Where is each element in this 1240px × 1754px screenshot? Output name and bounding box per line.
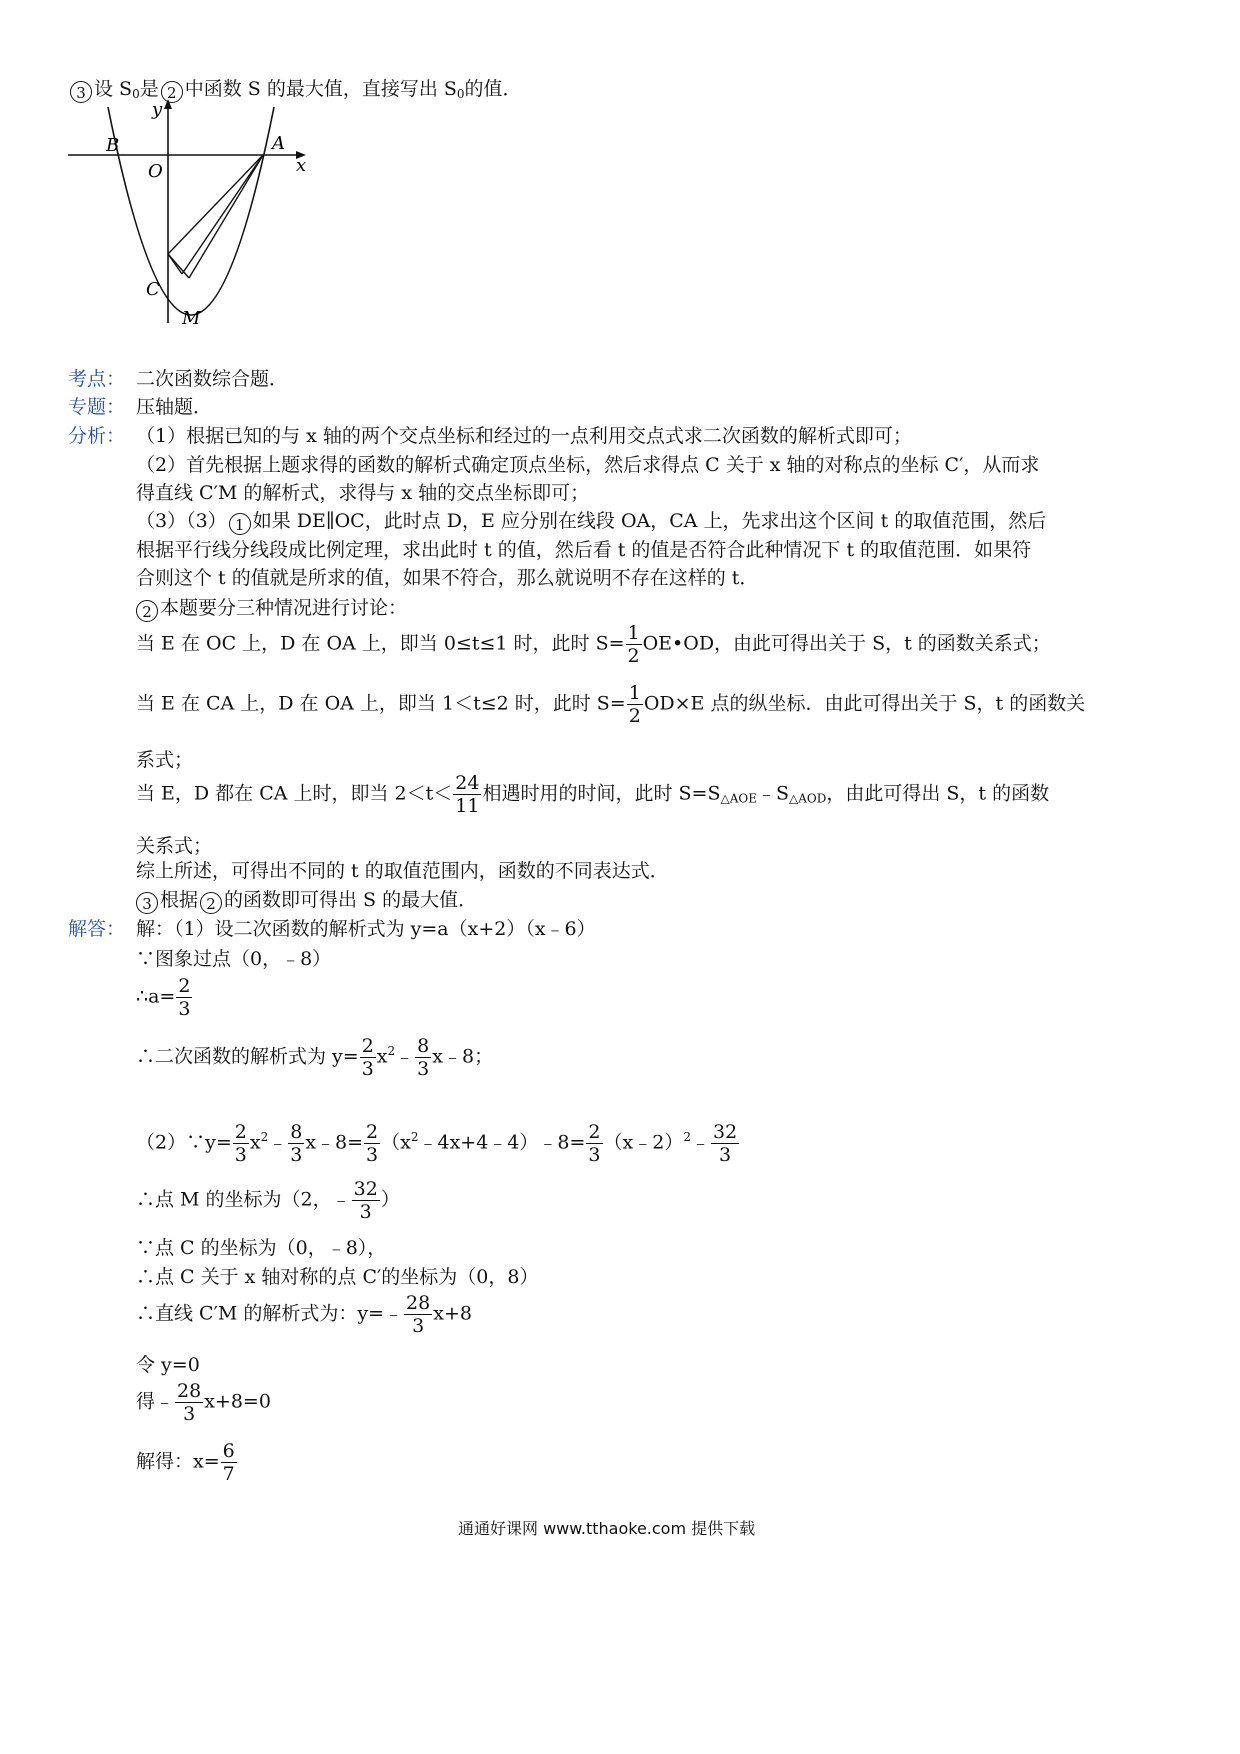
fenxi-line: 当 E 在 OC 上，D 在 OA 上，即当 0≤t≤1 时，此时 S= $\frac{1}{2}$ OE•OD，由此可得出关于 S，t 的函数关系式； xyxy=(136,622,1051,667)
fenxi-line: 关系式； xyxy=(136,835,213,857)
circled-number: 2 xyxy=(136,600,158,622)
footer-text: 通通好课网 www.tthaoke.com 提供下载 xyxy=(458,1519,756,1538)
fraction: $\frac{2}{3}$ xyxy=(361,1035,374,1080)
line-CP xyxy=(168,254,182,274)
jieda-line: 解得：x= $\frac{6}{7}$ xyxy=(136,1440,235,1485)
zhuanti-text: 压轴题． xyxy=(136,396,213,418)
fenxi-line: 当 E，D 都在 CA 上时，即当 2＜t＜ $\frac{24}{11}$ 相遇时用的时间，此时 $S=S_{\triangle AOE}﹣S_{\triangle AOD}$，由此可得出 S，t 的函数 xyxy=(136,772,1050,817)
fraction: $\frac{28}{3}$ xyxy=(406,1292,431,1337)
fenxi-line: 3 根据 2 的函数即可得出 S 的最大值． xyxy=(134,885,477,914)
fraction: $\frac{32}{3}$ xyxy=(712,1121,738,1166)
fenxi-line: 合则这个 t 的值就是所求的值，如果不符合，那么就说明不存在这样的 t． xyxy=(136,567,759,589)
fenxi-line: 综上所述，可得出不同的 t 的取值范围内，函数的不同表达式． xyxy=(136,860,669,882)
label-A: A xyxy=(272,133,285,154)
jieda-line: ∴点 C 关于 x 轴对称的点 C′的坐标为（0，8） xyxy=(136,1266,539,1288)
fenxi-line: 根据平行线分线段成比例定理，求出此时 t 的值，然后看 t 的值是否符合此种情况下 t 的取值范围．如果符 xyxy=(136,539,1032,561)
zhuanti-label: 专题： xyxy=(68,396,126,418)
fenxi-label: 分析： xyxy=(68,425,126,447)
label-M: M xyxy=(182,308,201,329)
label-B: B xyxy=(106,135,120,156)
circled-number: 2 xyxy=(200,892,222,914)
jieda-line: （2）∵y= $\frac{2}{3}$ $x^2﹣$ $\frac{8}{3}$ x﹣8= $\frac{2}{3}$ $(x^2﹣4x+4﹣4)﹣8=$ $\frac{2}{3}$ （x﹣2）$^2$﹣ $\frac{32}{3}$ xyxy=(136,1121,738,1166)
fraction: $\frac{1}{2}$ xyxy=(627,622,640,667)
label-y: y xyxy=(152,99,163,120)
label-O: O xyxy=(148,161,163,182)
jieda-line: ∴二次函数的解析式为 y= $\frac{2}{3}$ $x^2﹣$ $\frac{8}{3}$ x﹣8； xyxy=(136,1035,494,1080)
kaodian-text: 二次函数综合题． xyxy=(136,368,289,390)
fraction: $\frac{8}{3}$ xyxy=(290,1121,303,1166)
fraction: $\frac{28}{3}$ xyxy=(177,1380,202,1425)
fenxi-line: （2）首先根据上题求得的函数的解析式确定顶点坐标，然后求得点 C 关于 x 轴的对称点的坐标 C′，从而求 xyxy=(136,454,1040,476)
jieda-line: ∴a= $\frac{2}{3}$ xyxy=(136,975,191,1020)
fenxi-line: 得直线 C′M 的解析式，求得与 x 轴的交点坐标即可； xyxy=(136,482,590,504)
circled-number: 3 xyxy=(136,892,158,914)
fraction: $\frac{1}{2}$ xyxy=(628,682,641,727)
fraction: $\frac{24}{11}$ xyxy=(455,772,480,817)
fenxi-line: 2 本题要分三种情况进行讨论： xyxy=(134,593,407,622)
circled-number: 2 xyxy=(161,81,183,103)
kaodian-label: 考点： xyxy=(68,368,126,390)
circled-number: 1 xyxy=(229,513,251,535)
line-AC xyxy=(168,155,263,254)
fraction: $\frac{32}{3}$ xyxy=(353,1178,378,1223)
fenxi-line: 系式； xyxy=(136,749,194,771)
fenxi-line: 当 E 在 CA 上，D 在 OA 上，即当 1＜t≤2 时，此时 S= $\frac{1}{2}$ OD×E 点的纵坐标．由此可得出关于 S，t 的函数关 xyxy=(136,682,1086,727)
circled-number: 3 xyxy=(70,81,92,103)
fraction: $\frac{8}{3}$ xyxy=(417,1035,430,1080)
fraction: $\frac{2}{3}$ xyxy=(588,1121,601,1166)
jieda-line: ∴点 M 的坐标为（2，﹣ $\frac{32}{3}$ ） xyxy=(136,1178,400,1223)
fraction: $\frac{2}{3}$ xyxy=(178,975,191,1020)
fenxi-line: （1）根据已知的与 x 轴的两个交点坐标和经过的一点利用交点式求二次函数的解析式即可； xyxy=(136,425,912,447)
fenxi-line: （3）（3） 1 如果 DE∥OC，此时点 D，E 应分别在线段 OA，CA 上，先求出这个区间 t 的取值范围，然后 xyxy=(136,510,1047,534)
jieda-line: ∴直线 C′M 的解析式为：y=﹣ $\frac{28}{3}$ x+8 xyxy=(136,1292,472,1337)
label-x: x xyxy=(296,155,307,176)
fraction: $\frac{6}{7}$ xyxy=(222,1440,235,1485)
parabola-graph xyxy=(60,95,320,335)
question-3-line: 3 设 $S_0$是 2 中函数 S 的最大值，直接写出 $S_0$的值． xyxy=(68,74,522,103)
jieda-line: ∵点 C 的坐标为（0，﹣8）， xyxy=(136,1237,387,1259)
parabola-curve xyxy=(108,107,274,315)
fraction: $\frac{2}{3}$ xyxy=(234,1121,247,1166)
line-AP xyxy=(182,155,263,274)
line-AM xyxy=(189,155,263,278)
y-axis-arrow xyxy=(164,99,172,109)
jieda-line: 解：（1）设二次函数的解析式为 y=a（x+2）（x﹣6） xyxy=(136,918,596,940)
jieda-line: 令 y=0 xyxy=(136,1354,200,1376)
jieda-line: 得﹣ $\frac{28}{3}$ x+8=0 xyxy=(136,1380,271,1425)
fraction: $\frac{2}{3}$ xyxy=(366,1121,379,1166)
jieda-line: ∵图象过点（0，﹣8） xyxy=(136,948,332,970)
label-C: C xyxy=(146,279,160,300)
jieda-label: 解答： xyxy=(68,918,126,940)
